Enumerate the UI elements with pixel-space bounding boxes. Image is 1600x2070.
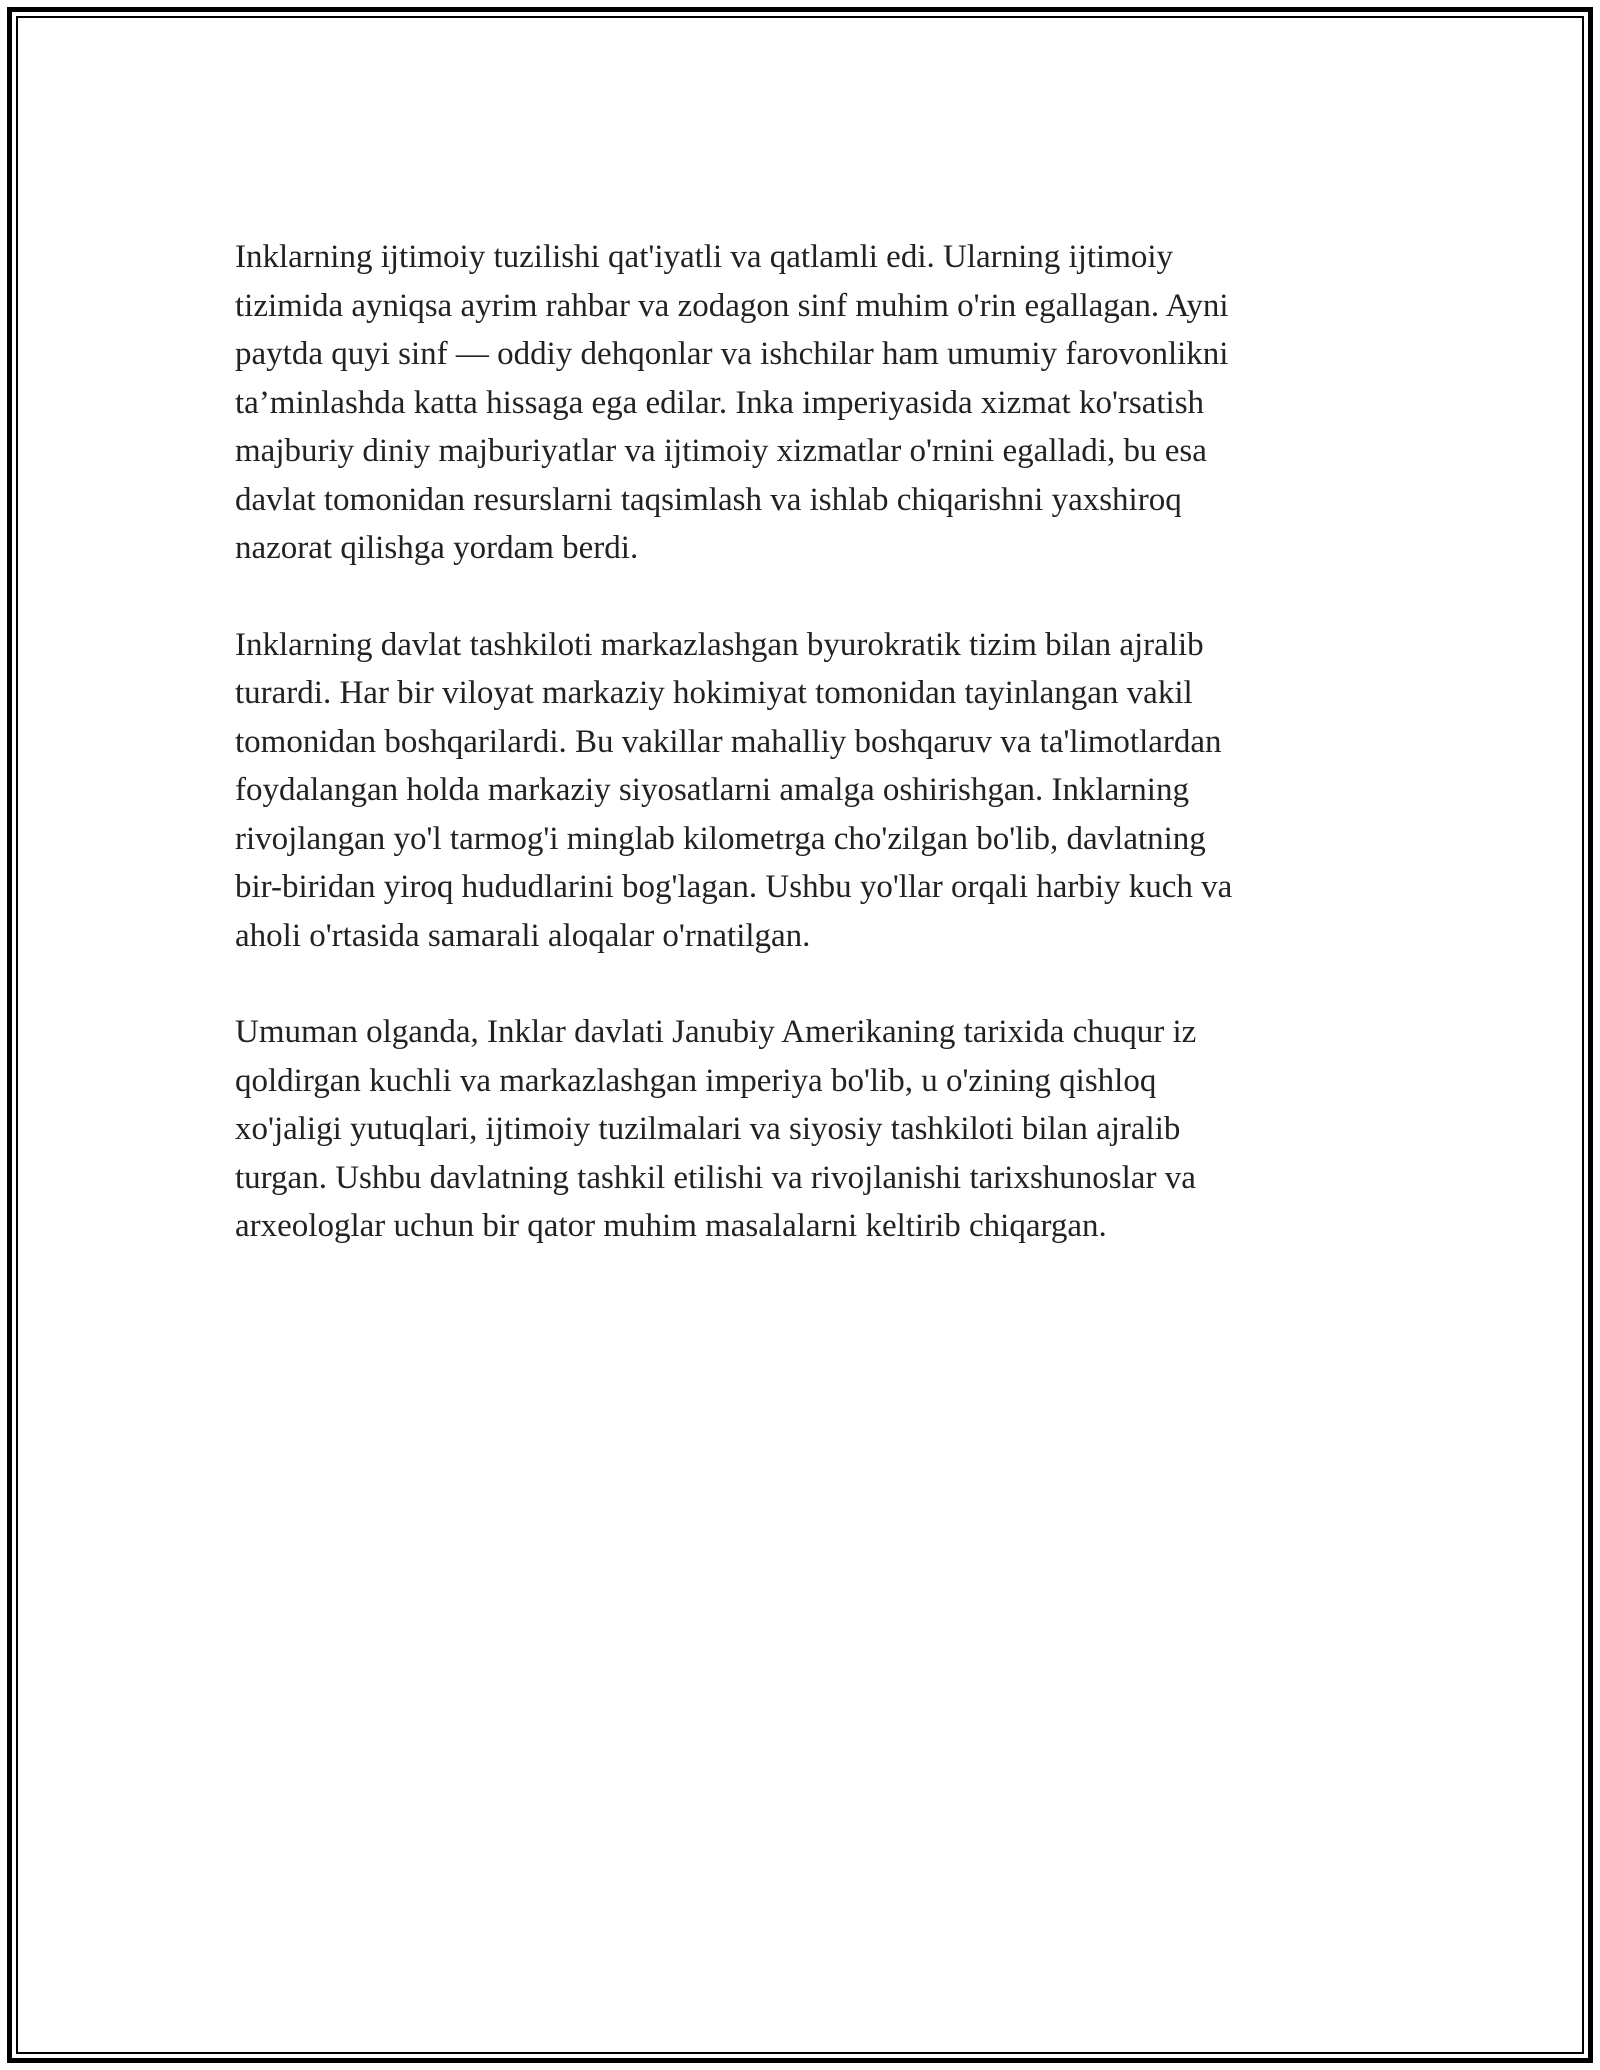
paragraph-social-structure: Inklarning ijtimoiy tuzilishi qat'iyatli va qatlamli edi. Ularning ijtimoiy tizimida ayniqsa ayrim rahbar va zodagon sinf muhim o'rin egallagan. Ayni paytda quyi sinf — oddiy dehqonlar va ishchilar ham umumiy farovonlikni ta’minlashda katta hissaga ega edilar. Inka imperiyasida xizmat ko'rsatish majburiy diniy majburiyatlar va ijtimoiy xizmatlar o'rnini egalladi, bu esa davlat tomonidan resurslarni taqsimlash va ishlab chiqarishni yaxshiroq nazorat qilishga yordam berdi. [235, 239, 1229, 566]
paragraph-state-organization: Inklarning davlat tashkiloti markazlashgan byurokratik tizim bilan ajralib turardi. Har bir viloyat markaziy hokimiyat tomonidan tayinlangan vakil tomonidan boshqarilardi. Bu vakillar mahalliy boshqaruv va ta'limotlardan foydalangan holda markaziy siyosatlarni amalga oshirishgan. Inklarning rivojlangan yo'l tarmog'i minglab kilometrga cho'zilgan bo'lib, davlatning bir-biridan yiroq hududlarini bog'lagan. Ushbu yo'llar orqali harbiy kuch va aholi o'rtasida samarali aloqalar o'rnatilgan. [235, 626, 1233, 954]
document-body [235, 233, 1365, 1299]
paragraph-conclusion: Umuman olganda, Inklar davlati Janubiy Amerikaning tarixida chuqur iz qoldirgan kuchli va markazlashgan imperiya bo'lib, u o'zining qishloq xo'jaligi yutuqlari, ijtimoiy tuzilmalari va siyosiy tashkiloti bilan ajralib turgan. Ushbu davlatning tashkil etilishi va rivojlanishi tarixshunoslar va arxeologlar uchun bir qator muhim masalalarni keltirib chiqargan. [235, 1014, 1197, 1244]
